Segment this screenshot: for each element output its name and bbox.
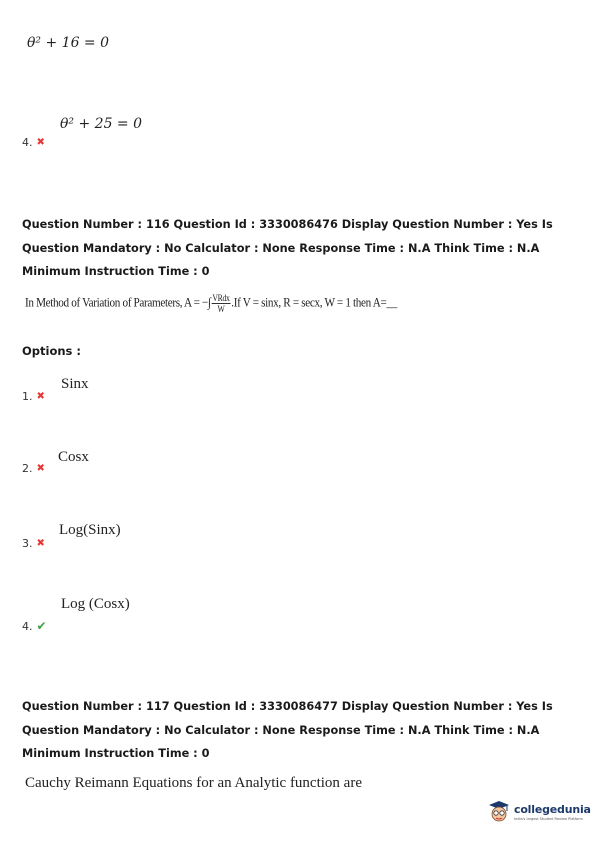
- fraction: $\frac{\text{VRdx}}{W}$: [212, 293, 230, 314]
- question-116-text: In Method of Variation of Parameters, A = −∫ $\frac{\text{VRdx}}{W}$ .If V = sinx, R = secx, W = 1 then A=__: [25, 293, 397, 314]
- check-icon: ✔: [36, 619, 47, 633]
- option-1-text: Sinx: [61, 376, 89, 392]
- cross-icon: ✖: [36, 137, 45, 148]
- cross-icon: ✖: [36, 463, 45, 474]
- option-4-number: 4. ✔: [22, 619, 47, 633]
- question-116-header: Question Number : 116 Question Id : 3330086476 Display Question Number : Yes Is Question Mandatory : No Calculator : None Response Time : N.A Think Time : N.A Minimum Instruction Time : 0: [22, 218, 553, 278]
- logo-name: collegedunia: [514, 803, 591, 816]
- question-117-header: Question Number : 117 Question Id : 3330086477 Display Question Number : Yes Is Question Mandatory : No Calculator : None Response Time : N.A Think Time : N.A Minimum Instruction Time : 0: [22, 700, 553, 760]
- option-3-text: Log(Sinx): [59, 522, 121, 538]
- option-2-number: 2. ✖: [22, 462, 45, 475]
- option-2-text: Cosx: [58, 449, 89, 465]
- option-4-text: Log (Cosx): [61, 596, 130, 612]
- options-label: Options :: [22, 344, 81, 358]
- prev-option-3-equation: θ² + 16 = 0: [27, 35, 110, 51]
- option-3-number: 3. ✖: [22, 537, 45, 550]
- prev-option-4-equation: θ² + 25 = 0: [60, 116, 143, 132]
- logo-tagline: India's largest Student Review Platform: [514, 817, 583, 821]
- prev-option-4-number: 4. ✖: [22, 136, 45, 149]
- option-1-number: 1. ✖: [22, 390, 45, 403]
- cross-icon: ✖: [36, 391, 45, 402]
- cross-icon: ✖: [36, 538, 45, 549]
- collegedunia-logo: [488, 800, 591, 824]
- question-117-text: Cauchy Reimann Equations for an Analytic function are: [25, 775, 362, 791]
- mascot-icon: [488, 800, 510, 824]
